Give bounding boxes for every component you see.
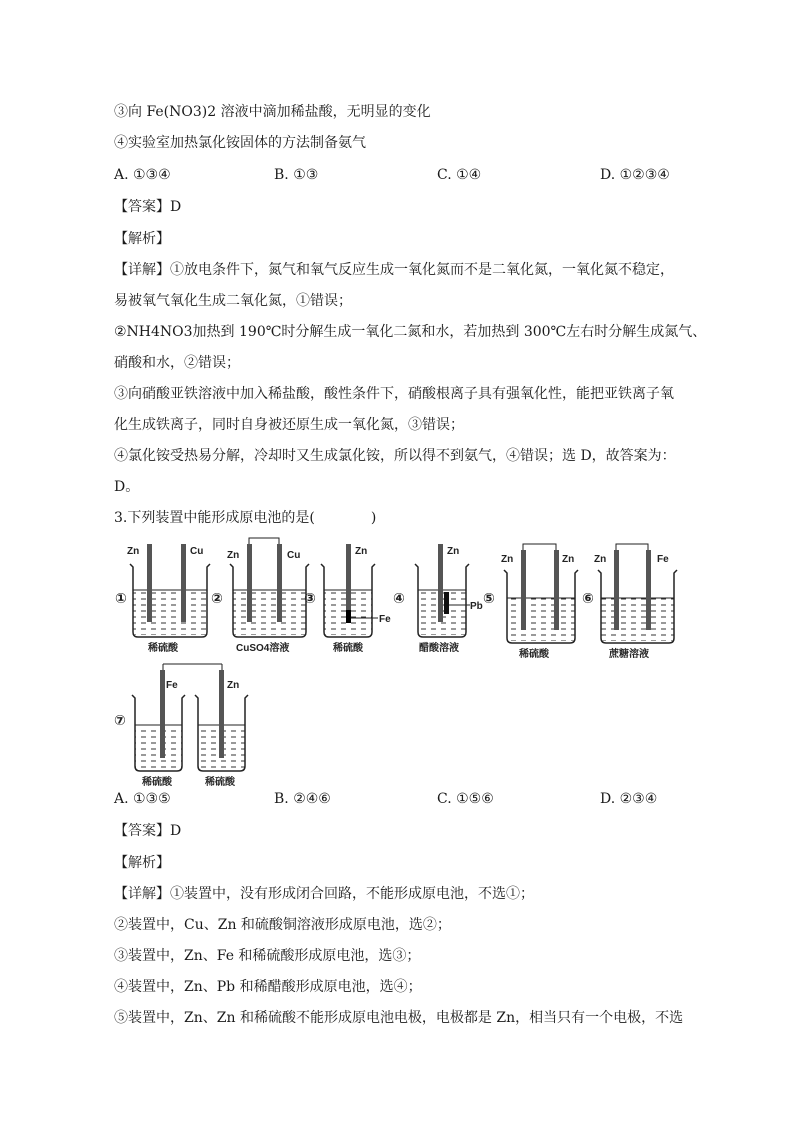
detail-line: 硝酸和水，②错误； [114, 355, 240, 371]
option-a: A. ①③④ [114, 167, 171, 183]
detail-line: ②NH4NO3加热到 190℃时分解生成一氧化二氮和水，若加热到 300℃左右时分解生成氮气、 [114, 324, 707, 340]
solution-label: 醋酸溶液 [419, 643, 459, 654]
option-a: A. ①③⑤ [114, 791, 171, 807]
electrode-label: Fe [166, 680, 178, 691]
cell-number: ⑤ [483, 590, 495, 606]
electrode-label: Pb [470, 601, 483, 612]
cell-number: ② [211, 590, 223, 606]
solution-label: 稀硫酸 [333, 643, 363, 654]
detail-line: ④氯化铵受热易分解，冷却时又生成氯化铵，所以得不到氨气，④错误；选 D，故答案为： [114, 448, 676, 464]
detail-line: 化生成铁离子，同时自身被还原生成一氧化氮，③错误； [114, 417, 464, 433]
electrode-label: Zn [227, 680, 240, 691]
option-b: B. ②④⑥ [274, 791, 331, 807]
analysis-label: 【解析】 [114, 231, 170, 247]
electrode-label: Zn [447, 546, 460, 557]
statement-4: ④实验室加热氯化铵固体的方法制备氨气 [114, 135, 366, 151]
detail-line: 【详解】①放电条件下，氮气和氧气反应生成一氧化氮而不是二氧化氮，一氧化氮不稳定， [114, 262, 674, 278]
option-c: C. ①④ [437, 167, 482, 183]
electrode-label: Cu [287, 550, 301, 561]
electrode-label: Cu [190, 546, 204, 557]
electrode-label: Zn [355, 546, 368, 557]
cell-number: ① [115, 590, 127, 606]
electrode-label: Zn [562, 554, 575, 565]
option-c: C. ①⑤⑥ [437, 791, 494, 807]
option-d: D. ②③④ [600, 791, 658, 807]
solution-label: 蔗糖溶液 [609, 649, 649, 660]
option-b: B. ①③ [274, 167, 319, 183]
electrode-label: Zn [501, 554, 514, 565]
cell-number: ④ [393, 590, 405, 606]
electrode-label: Fe [379, 614, 391, 625]
detail-line: ③向硝酸亚铁溶液中加入稀盐酸，酸性条件下，硝酸根离子具有强氧化性，能把亚铁离子氧 [114, 386, 674, 402]
electrode-label: Zn [227, 550, 240, 561]
option-d: D. ①②③④ [600, 167, 670, 183]
solution-label: 稀硫酸 [148, 643, 178, 654]
detail-line: ④装置中，Zn、Pb 和稀醋酸形成原电池，选④； [114, 979, 422, 995]
detail-line: 【详解】①装置中，没有形成闭合回路，不能形成原电池，不选①； [114, 886, 534, 902]
galvanic-cell-figure [0, 530, 794, 830]
solution-label: 稀硫酸 [519, 649, 549, 660]
solution-label: CuSO4溶液 [236, 643, 290, 654]
detail-line: 易被氧气氧化生成二氧化氮，①错误； [114, 293, 352, 309]
detail-line: ⑤装置中，Zn、Zn 和稀硫酸不能形成原电池电极，电极都是 Zn，相当只有一个电极，不选 [114, 1010, 684, 1026]
analysis-label: 【解析】 [114, 855, 170, 871]
solution-label: 稀硫酸 [205, 777, 235, 788]
cell-number: ⑥ [582, 590, 594, 606]
electrode-label: Zn [594, 554, 607, 565]
detail-line: ③装置中，Zn、Fe 和稀硫酸形成原电池，选③； [114, 948, 421, 964]
statement-3: ③向 Fe(NO3)2 溶液中滴加稀盐酸，无明显的变化 [114, 104, 431, 120]
solution-label: 稀硫酸 [142, 777, 172, 788]
electrode-label: Fe [657, 554, 669, 565]
cell-number: ③ [304, 590, 316, 606]
electrode-label: Zn [127, 546, 140, 557]
cell-number: ⑦ [114, 712, 126, 728]
question-3-stem: 3.下列装置中能形成原电池的是( ) [114, 510, 377, 526]
answer-label: 【答案】D [114, 823, 182, 839]
detail-line: ②装置中，Cu、Zn 和硫酸铜溶液形成原电池，选②； [114, 917, 451, 933]
detail-line: D。 [114, 479, 140, 495]
answer-label: 【答案】D [114, 199, 182, 215]
